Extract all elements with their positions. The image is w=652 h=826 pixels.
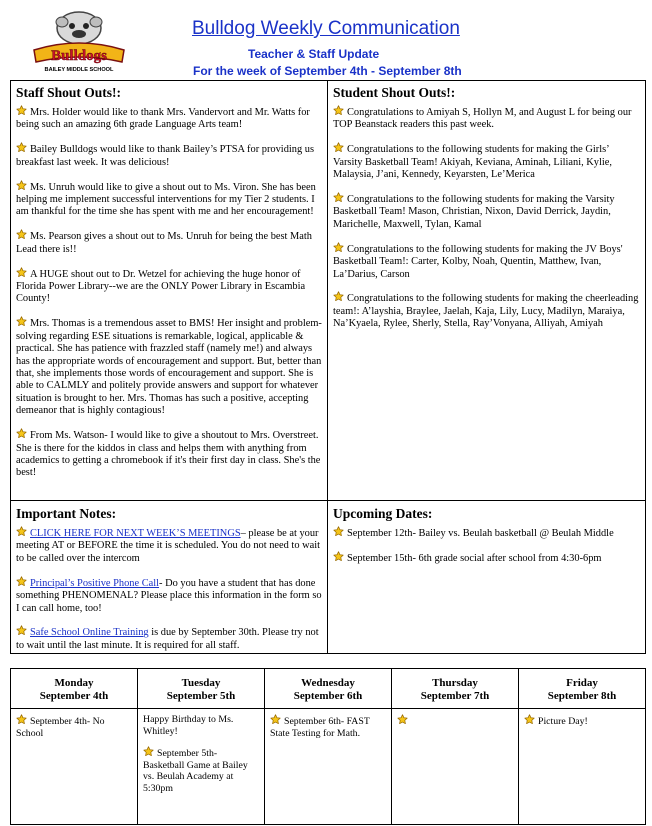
day-cell-thursday <box>392 709 519 825</box>
star-icon <box>16 625 27 636</box>
student-shout-outs <box>333 85 639 341</box>
staff-item: Ms. Pearson gives a shout out to Ms. Unruh for being the best Math Lead there is!! <box>16 231 312 255</box>
day-header-friday: Friday September 8th <box>519 669 646 709</box>
newsletter-title[interactable]: Bulldog Weekly Communication <box>192 18 460 39</box>
note-item: Safe School Online Training is due by September 30th. Please try not to wait until the last minute. It is required for all staff. <box>16 627 319 651</box>
star-icon <box>16 180 27 191</box>
star-icon <box>397 714 408 725</box>
staff-item: Ms. Unruh would like to give a shout out to Ms. Viron. She has been helping me implement successful interventions for my Tier 2 students. I am thankful for the time she has spent with me and her encouragement! <box>16 181 316 218</box>
meetings-link[interactable]: CLICK HERE FOR NEXT WEEK’S MEETINGS <box>30 528 241 539</box>
star-icon <box>16 267 27 278</box>
row-divider <box>10 500 646 501</box>
note-item: Principal’s Positive Phone Call- Do you have a student that has done something PHENOMENAL? Please place this information in the form so I can call home, too! <box>16 577 322 614</box>
upcoming-dates <box>333 506 639 576</box>
student-item: Congratulations to the following students for making the Girls’ Varsity Basketball Team! Akiyah, Keviana, Aminah, Liliani, Kylie, Malaysia, J’ani, Kennedy, Keyarsten, Le’Merica <box>333 144 612 181</box>
student-item: Congratulations to the following students for making the JV Boys' Basketball Team!: Carter, Kolby, Noah, Quentin, Matthew, Ivan, La’Darius, Carson <box>333 243 623 280</box>
day-cell-wednesday: September 6th- FAST State Testing for Math. <box>265 709 392 825</box>
staff-item: Bailey Bulldogs would like to thank Bailey’s PTSA for providing us breakfast last week. It was delicious! <box>16 144 315 168</box>
staff-item: Mrs. Thomas is a tremendous asset to BMS! Her insight and problem-solving regarding ESE situations is remarkable, logical, applicable & practical. She has patience with frazzled staff (namely me!) and always has the appropriate words of encouragement and support. But, better than that, she implements those words of encouragement and support. She is able to CALMLY and politely provide answers and support for whatever situation is brought to her. Mrs. Thomas has such a positive, accepting demeanor that is highly contagious! <box>16 318 322 417</box>
star-icon <box>16 526 27 537</box>
staff-item: Mrs. Holder would like to thank Mrs. Vandervort and Mr. Watts for being such an amazing 6th grade Language Arts team! <box>16 107 310 131</box>
student-item: Congratulations to Amiyah S, Hollyn M, and August L for being our TOP Beanstack readers this past week. <box>333 107 632 131</box>
star-icon <box>333 551 344 562</box>
staff-item: From Ms. Watson- I would like to give a shoutout to Mrs. Overstreet. She is there for the kiddos in class and helps them with anything from academics to getting a chromebook if it's their first day in class. She's the best! <box>16 430 321 479</box>
student-item: Congratulations to the following students for making the Varsity Basketball Team! Mason, Christian, Nixon, David Derrick, Jaydin, Marichelle, Maxwell, Tylan, Kamal <box>333 194 615 230</box>
notes-heading: Important Notes: <box>16 506 117 521</box>
star-icon <box>333 142 344 153</box>
star-icon <box>16 316 27 327</box>
star-icon <box>16 229 27 240</box>
star-icon <box>16 714 27 725</box>
star-icon <box>16 142 27 153</box>
star-icon <box>333 291 344 302</box>
star-icon <box>524 714 535 725</box>
star-icon <box>270 714 281 725</box>
day-cell-friday: Picture Day! <box>519 709 646 825</box>
student-item: Congratulations to the following students for making the cheerleading team!: A’layshia, Braylee, Jaelah, Kaja, Lily, Lucy, Madilyn, Maraiya, Na’Kyaela, Rylee, Sherly, Stella, Ray’Vonyana, Alliyah, Amiyah <box>333 293 639 330</box>
day-header-wednesday: Wednesday September 6th <box>265 669 392 709</box>
weekly-calendar <box>10 668 646 825</box>
day-header-monday: Monday September 4th <box>11 669 138 709</box>
day-header-thursday: Thursday September 7th <box>392 669 519 709</box>
day-header-tuesday: Tuesday September 5th <box>138 669 265 709</box>
star-icon <box>333 105 344 116</box>
week-range: For the week of September 4th - September 8th <box>193 64 462 78</box>
bulldogs-logo <box>30 10 128 76</box>
newsletter-subtitle: Teacher & Staff Update <box>248 47 380 61</box>
student-heading: Student Shout Outs!: <box>333 85 456 100</box>
staff-heading: Staff Shout Outs!: <box>16 85 122 100</box>
staff-shout-outs <box>16 85 322 490</box>
phone-call-link[interactable]: Principal’s Positive Phone Call <box>30 577 160 589</box>
star-icon <box>143 746 154 757</box>
day-cell-tuesday: Happy Birthday to Ms. Whitley! September 5th- Basketball Game at Bailey vs. Beulah Academy at 5:30pm <box>138 709 265 825</box>
staff-item: A HUGE shout out to Dr. Wetzel for achieving the huge honor of Florida Power Library--we are the ONLY Power Library in Escambia County! <box>16 268 306 305</box>
star-icon <box>333 242 344 253</box>
date-item: September 15th- 6th grade social after school from 4:30-6pm <box>333 551 639 565</box>
note-item: CLICK HERE FOR NEXT WEEK’S MEETINGS– please be at your meeting AT or BEFORE the time it is scheduled. You do not need to wait to be called over the intercom <box>16 528 320 564</box>
date-item: September 12th- Bailey vs. Beulah basketball @ Beulah Middle <box>333 526 639 540</box>
day-cell-monday: September 4th- No School <box>11 709 138 825</box>
star-icon <box>333 192 344 203</box>
star-icon <box>16 105 27 116</box>
star-icon <box>16 576 27 587</box>
dates-heading: Upcoming Dates: <box>333 506 433 521</box>
important-notes <box>16 506 322 663</box>
svg-text:Bulldogs: Bulldogs <box>51 48 107 64</box>
svg-text:BAILEY MIDDLE SCHOOL: BAILEY MIDDLE SCHOOL <box>44 67 114 73</box>
star-icon <box>333 526 344 537</box>
star-icon <box>16 428 27 439</box>
column-divider <box>327 80 328 654</box>
training-link[interactable]: Safe School Online Training <box>30 627 149 639</box>
